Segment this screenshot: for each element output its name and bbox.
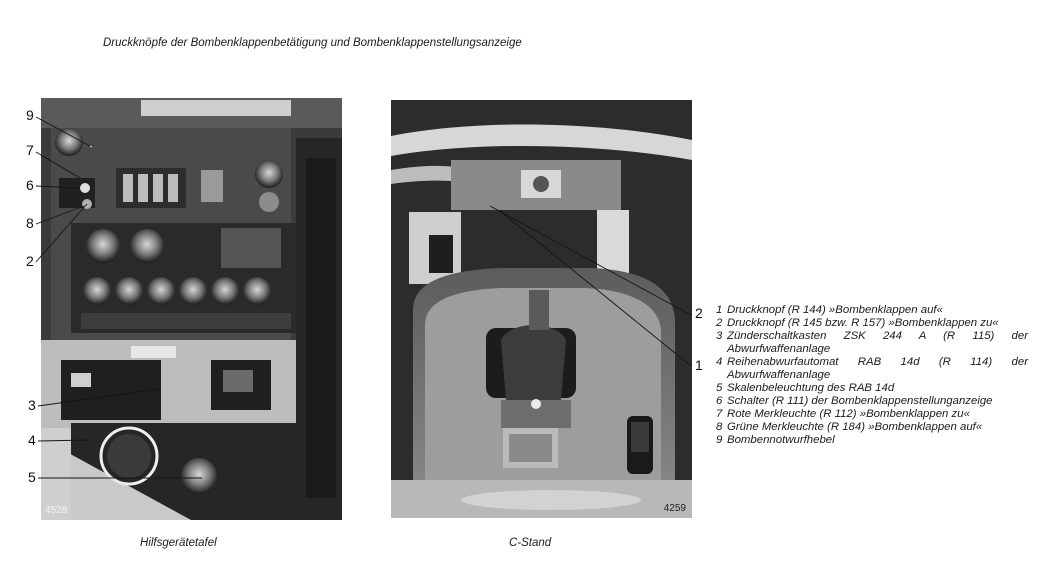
legend-number: 8: [716, 421, 723, 433]
legend-list: [716, 304, 1028, 447]
instrument-panel-illustration: [41, 98, 342, 520]
legend-item: [716, 330, 1028, 356]
legend-number: 5: [716, 382, 723, 394]
legend-text: Skalenbeleuchtung des RAB 14d: [727, 382, 895, 394]
legend-item: [716, 434, 1028, 447]
callout-3: 3: [28, 397, 36, 413]
legend-text: Druckknopf (R 144) »Bombenklappen auf«: [727, 304, 943, 316]
legend-text: Schalter (R 111) der Bombenklappenstellunganzeige: [727, 395, 993, 407]
legend-number: 3: [716, 330, 723, 342]
legend-item: [716, 304, 1028, 317]
legend-text: Bombennotwurfhebel: [727, 434, 835, 446]
callout-5: 5: [28, 469, 36, 485]
legend-item: [716, 408, 1028, 421]
legend-text: Druckknopf (R 145 bzw. R 157) »Bombenklappen zu«: [727, 317, 999, 329]
legend-text: Reihenabwurfautomat RAB 14d (R 114) der Abwurfwaffenanlage: [727, 356, 1028, 381]
callout-8: 8: [26, 215, 34, 231]
legend-item: [716, 356, 1028, 382]
photo-hilfsgeraetetafel: [41, 98, 342, 520]
legend-text: Grüne Merkleuchte (R 184) »Bombenklappen auf«: [727, 421, 983, 433]
legend-number: 4: [716, 356, 723, 368]
callout-7: 7: [26, 142, 34, 158]
legend-number: 6: [716, 395, 723, 407]
legend-number: 9: [716, 434, 723, 446]
photo-c-stand: [391, 100, 692, 518]
photo-number: 4259: [663, 503, 686, 514]
callout-2: 2: [26, 253, 34, 269]
callout-2-right: 2: [695, 305, 703, 321]
legend-number: 2: [716, 317, 723, 329]
legend-item: [716, 382, 1028, 395]
callout-4: 4: [28, 432, 36, 448]
legend-item: [716, 317, 1028, 330]
caption-hilfsgeraetetafel: Hilfsgerätetafel: [140, 537, 217, 549]
legend-text: Zünderschaltkasten ZSK 244 A (R 115) der Abwurfwaffenanlage: [727, 330, 1028, 355]
legend-number: 7: [716, 408, 723, 420]
legend-item: [716, 395, 1028, 408]
photo-number: 4528: [45, 505, 68, 516]
callout-6: 6: [26, 177, 34, 193]
caption-c-stand: C-Stand: [509, 537, 552, 549]
legend-item: [716, 421, 1028, 434]
legend-text: Rote Merkleuchte (R 112) »Bombenklappen zu«: [727, 408, 970, 420]
c-stand-illustration: [391, 100, 692, 518]
callout-1-right: 1: [695, 357, 703, 373]
callout-9: 9: [26, 107, 34, 123]
legend-number: 1: [716, 304, 723, 316]
page-title: Druckknöpfe der Bombenklappenbetätigung und Bombenklappenstellungsanzeige: [103, 37, 522, 49]
